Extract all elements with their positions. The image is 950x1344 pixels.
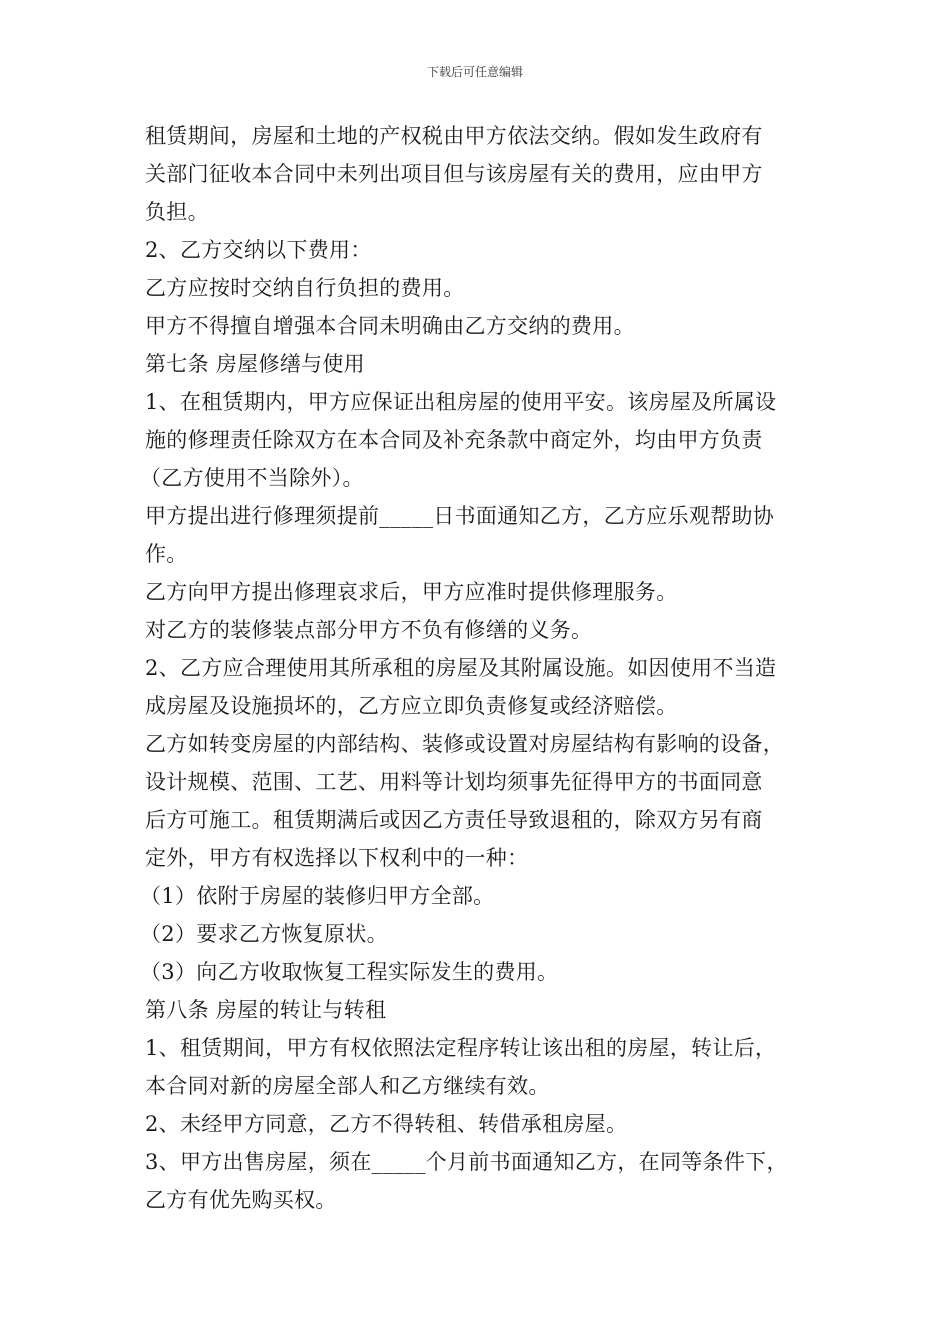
text-line: 乙方应按时交纳自行负担的费用。 [145,276,465,300]
text-line: 2、未经甲方同意，乙方不得转租、转借承租房屋。 [145,1112,628,1136]
text-line: 施的修理责任除双方在本合同及补充条款中商定外，均由甲方负责 [145,428,763,452]
text-line: 作。 [145,542,188,566]
section-heading: 第七条 房屋修缮与使用 [145,352,365,376]
list-item: （3）向乙方收取恢复工程实际发生的费用。 [140,960,559,984]
document-body [140,117,825,1219]
text-line: 甲方不得擅自增强本合同未明确由乙方交纳的费用。 [145,314,635,338]
text-line: 3、甲方出售房屋，须在_____个月前书面通知乙方，在同等条件下， [145,1150,788,1174]
text-line: 2、乙方交纳以下费用： [145,238,372,262]
text-line: （乙方使用不当除外）。 [140,466,364,490]
text-line: 2、乙方应合理使用其所承租的房屋及其附属设施。如因使用不当造 [145,656,777,680]
text-line: 关部门征收本合同中未列出项目但与该房屋有关的费用，应由甲方 [145,162,763,186]
text-line: 对乙方的装修装点部分甲方不负有修缮的义务。 [145,618,593,642]
page-header-note: 下载后可任意编辑 [426,65,523,79]
text-line: 1、在租赁期内，甲方应保证出租房屋的使用平安。该房屋及所属设 [145,390,777,414]
list-item: （1）依附于房屋的装修归甲方全部。 [140,884,495,908]
text-line: 甲方提出进行修理须提前_____日书面通知乙方，乙方应乐观帮助协 [145,504,775,528]
section-heading: 第八条 房屋的转让与转租 [145,998,387,1022]
text-line: 1、租赁期间，甲方有权依照法定程序转让该出租的房屋，转让后， [145,1036,777,1060]
text-line: 乙方如转变房屋的内部结构、装修或设置对房屋结构有影响的设备， [145,732,784,756]
text-line: 负担。 [145,200,209,224]
text-line: 本合同对新的房屋全部人和乙方继续有效。 [145,1074,550,1098]
text-line: 租赁期间，房屋和土地的产权税由甲方依法交纳。假如发生政府有 [145,124,763,148]
text-line: 定外，甲方有权选择以下权利中的一种： [145,846,529,870]
text-line: 乙方有优先购买权。 [145,1188,337,1212]
list-item: （2）要求乙方恢复原状。 [140,922,388,946]
text-line: 设计规模、范围、工艺、用料等计划均须事先征得甲方的书面同意 [145,770,763,794]
text-line: 乙方向甲方提出修理哀求后，甲方应准时提供修理服务。 [145,580,678,604]
text-line: 成房屋及设施损坏的，乙方应立即负责修复或经济赔偿。 [145,694,678,718]
text-line: 后方可施工。租赁期满后或因乙方责任导致退租的，除双方另有商 [145,808,763,832]
